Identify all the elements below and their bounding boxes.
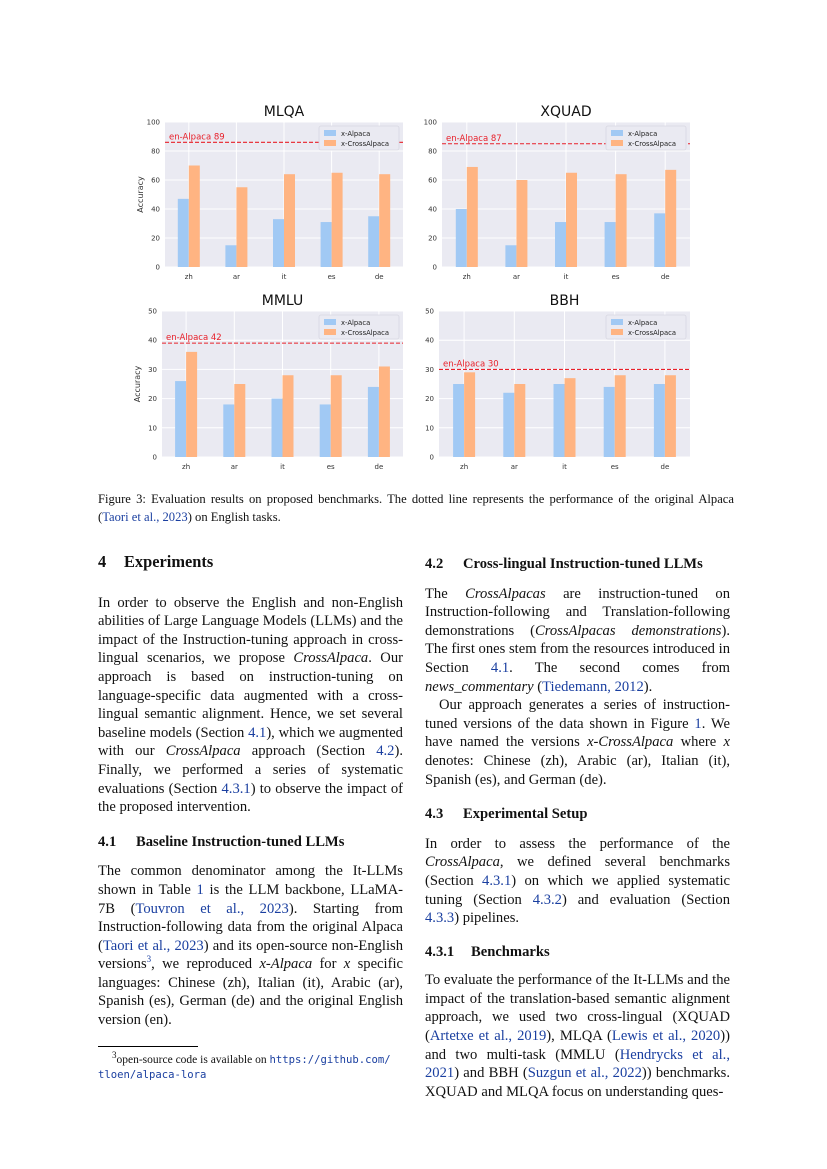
- y-axis-label: Accuracy: [133, 365, 142, 403]
- x-tick-label: it: [281, 273, 287, 281]
- x-tick-label: es: [611, 273, 620, 281]
- y-tick-label: 40: [151, 205, 160, 214]
- bar-x-alpaca-zh: [178, 199, 189, 267]
- subsection-heading-baseline: 4.1 Baseline Instruction-tuned LLMs: [98, 833, 345, 850]
- table-link[interactable]: 1: [196, 881, 204, 898]
- y-tick-label: 40: [148, 336, 157, 345]
- legend-swatch: [324, 329, 336, 335]
- y-tick-label: 20: [148, 395, 157, 404]
- bar-x-crossalpaca-it: [565, 378, 576, 457]
- citation-link[interactable]: Lewis et al., 2020: [611, 1028, 721, 1045]
- x-tick-label: de: [374, 463, 384, 471]
- bar-x-alpaca-es: [604, 387, 615, 457]
- legend-label: x-Alpaca: [628, 319, 658, 327]
- bar-x-alpaca-ar: [505, 245, 516, 267]
- citation-link[interactable]: Taori et al., 2023: [102, 510, 188, 524]
- citation-link[interactable]: Taori et al., 2023: [102, 937, 204, 954]
- bar-x-crossalpaca-ar: [236, 187, 247, 267]
- bar-x-crossalpaca-zh: [189, 166, 200, 268]
- section-link[interactable]: 4.2: [376, 743, 395, 760]
- y-tick-label: 20: [151, 234, 160, 243]
- bar-x-alpaca-it: [555, 222, 566, 267]
- reference-label: en-Alpaca 87: [446, 133, 502, 144]
- citation-link[interactable]: Tiedemann, 2012: [542, 678, 644, 695]
- reference-label: en-Alpaca 89: [169, 132, 225, 143]
- legend-swatch: [324, 319, 336, 325]
- section-heading-experiments: 4 Experiments: [98, 552, 214, 571]
- bar-x-crossalpaca-es: [616, 174, 627, 267]
- legend-label: x-Alpaca: [341, 130, 371, 138]
- chart-title: XQUAD: [540, 104, 592, 120]
- y-tick-label: 10: [148, 424, 157, 433]
- figure-3-charts: [0, 0, 827, 480]
- section-link[interactable]: 4.3.2: [532, 891, 562, 908]
- legend-swatch: [611, 329, 623, 335]
- citation-link[interactable]: Hendrycks et al., 2021: [425, 1046, 730, 1082]
- y-tick-label: 10: [425, 424, 434, 433]
- legend-swatch: [611, 140, 623, 146]
- x-tick-label: ar: [232, 273, 240, 281]
- legend-label: x-Alpaca: [628, 130, 658, 138]
- legend-swatch: [611, 130, 623, 136]
- bar-x-alpaca-de: [368, 387, 379, 457]
- y-tick-label: 80: [151, 147, 160, 156]
- reference-label: en-Alpaca 42: [166, 333, 222, 344]
- bar-x-crossalpaca-it: [284, 174, 295, 267]
- y-axis-label: Accuracy: [136, 176, 145, 213]
- citation-link[interactable]: Suzgun et al., 2022: [527, 1065, 642, 1082]
- paragraph: In order to observe the English and non-English abilities of Large Language Models (LLMs) and the impact of the Instruction-tuning approach in cross-lingual scenarios, we propose CrossAlpaca. Our approach is based on instruction-tuning on language-specific data augmented with a cross-lingual semantic alignment. Hence, we set several baseline models (Section 4.1), which we augmented with our CrossAlpaca approach (Section 4.2). Finally, we performed a series of systematic evaluations (Section 4.3.1) to observe the impact of the proposed intervention.: [98, 594, 403, 816]
- bar-x-alpaca-ar: [225, 245, 236, 267]
- x-tick-label: de: [660, 273, 670, 281]
- bar-x-alpaca-de: [368, 216, 379, 267]
- subsubsection-heading-benchmarks: 4.3.1 Benchmarks: [425, 943, 550, 960]
- chart-title: MLQA: [263, 104, 305, 120]
- y-tick-label: 50: [148, 307, 157, 316]
- bar-x-crossalpaca-zh: [467, 167, 478, 267]
- chart-title: BBH: [549, 293, 580, 309]
- x-tick-label: es: [326, 463, 335, 471]
- section-link[interactable]: 4.3.1: [482, 872, 512, 889]
- legend-label: x-CrossAlpaca: [628, 140, 677, 148]
- bar-x-crossalpaca-es: [615, 375, 626, 457]
- legend-swatch: [324, 140, 336, 146]
- bar-x-alpaca-de: [654, 384, 665, 457]
- right-column: [425, 550, 730, 1101]
- citation-link[interactable]: Artetxe et al., 2019: [429, 1028, 547, 1045]
- bar-x-crossalpaca-zh: [186, 352, 197, 457]
- subsection-heading-setup: 4.3 Experimental Setup: [425, 806, 588, 823]
- x-tick-label: it: [562, 463, 567, 471]
- legend-label: x-CrossAlpaca: [628, 329, 677, 337]
- footnote-rule: [98, 1046, 198, 1047]
- section-link[interactable]: 4.3.3: [425, 910, 455, 927]
- paragraph: In order to assess the performance of the CrossAlpaca, we defined several benchmarks (Section 4.3.1) on which we applied systematic tuning (Section 4.3.2) and evaluation (Section 4.3.3) pipelines.: [425, 835, 731, 927]
- footnote: $^3$open-source code is available on https://github.com/ tloen/alpaca-lora: [98, 1049, 391, 1081]
- bar-x-crossalpaca-de: [665, 375, 676, 457]
- bar-x-alpaca-ar: [503, 393, 514, 457]
- x-tick-label: zh: [460, 463, 469, 471]
- y-tick-label: 0: [432, 263, 437, 272]
- y-tick-label: 40: [425, 336, 434, 345]
- y-tick-label: 20: [428, 234, 437, 243]
- bar-x-crossalpaca-de: [379, 174, 390, 267]
- y-tick-label: 20: [425, 395, 434, 404]
- x-tick-label: it: [563, 273, 569, 281]
- chart-title: MMLU: [261, 293, 304, 309]
- x-tick-label: ar: [512, 273, 520, 281]
- x-tick-label: de: [374, 273, 384, 281]
- bar-x-alpaca-it: [554, 384, 565, 457]
- legend-label: x-CrossAlpaca: [341, 140, 390, 148]
- x-tick-label: es: [327, 273, 336, 281]
- y-tick-label: 100: [423, 118, 437, 127]
- x-tick-label: ar: [510, 463, 518, 471]
- section-link[interactable]: 4.1: [490, 659, 510, 676]
- y-tick-label: 100: [146, 118, 160, 127]
- bar-x-alpaca-it: [273, 219, 284, 267]
- x-tick-label: it: [280, 463, 285, 471]
- paragraph: To evaluate the performance of the It-LLMs and the impact of the translation-based semantic alignment approach, we used two cross-lingual (XQUAD (Artetxe et al., 2019), MLQA (Lewis et al., 2020)) and two multi-task (MMLU (Hendrycks et al., 2021) and BBH (Suzgun et al., 2022)) benchmarks. XQUAD and MLQA focus on understanding ques-: [425, 972, 731, 1100]
- bar-x-crossalpaca-es: [331, 375, 342, 457]
- bar-x-crossalpaca-de: [379, 366, 390, 457]
- bar-x-crossalpaca-ar: [516, 180, 527, 267]
- bar-x-crossalpaca-de: [665, 170, 676, 267]
- bar-x-alpaca-es: [605, 222, 616, 267]
- legend-swatch: [611, 319, 623, 325]
- y-tick-label: 0: [152, 453, 157, 462]
- subsection-heading-cross-lingual: 4.2 Cross-lingual Instruction-tuned LLMs: [425, 556, 703, 572]
- figure-caption: Figure 3: Evaluation results on proposed benchmarks. The dotted line represents the performance of the original Alpaca (Taori et al., 2023) on English tasks.: [98, 492, 734, 524]
- bar-x-crossalpaca-ar: [234, 384, 245, 457]
- paragraph: The CrossAlpacas are instruction-tuned on Instruction-following and Translation-following demonstrations (CrossAlpacas demonstrations). The first ones stem from the resources introduced in Section 4.1. The second comes from news_commentary (Tiedemann, 2012).: [425, 585, 731, 695]
- bar-x-crossalpaca-es: [332, 173, 343, 267]
- bar-x-alpaca-zh: [456, 209, 467, 267]
- footnote-url[interactable]: https://github.com/ tloen/alpaca-lora: [98, 1053, 391, 1081]
- section-link[interactable]: 4.3.1: [221, 780, 251, 797]
- bar-x-alpaca-it: [272, 399, 283, 457]
- x-tick-label: zh: [184, 273, 193, 281]
- bar-x-alpaca-de: [654, 213, 665, 267]
- bar-x-alpaca-zh: [453, 384, 464, 457]
- y-tick-label: 30: [425, 365, 434, 374]
- figure-link[interactable]: 1: [694, 715, 702, 732]
- citation-link[interactable]: Touvron et al., 2023: [135, 900, 289, 917]
- y-tick-label: 50: [425, 307, 434, 316]
- y-tick-label: 0: [155, 263, 160, 272]
- bar-x-alpaca-es: [320, 404, 331, 457]
- paragraph: The common denominator among the It-LLMs shown in Table 1 is the LLM backbone, LLaMA-7B (Touvron et al., 2023). Starting from Instruction-following data from the original Alpaca (Taori et al., 2023) and its open-source non-English versions$^3$, we reproduced x-Alpaca for x specific languages: Chinese (zh), Italian (it), Arabic (ar), Spanish (es), German (de) and the original English version (en).: [98, 863, 404, 1029]
- legend-swatch: [324, 130, 336, 136]
- y-tick-label: 40: [428, 205, 437, 214]
- legend-label: x-CrossAlpaca: [341, 329, 390, 337]
- footnote-marker[interactable]: 3: [146, 954, 152, 965]
- y-tick-label: 60: [151, 176, 160, 185]
- legend-label: x-Alpaca: [341, 319, 371, 327]
- section-link[interactable]: 4.1: [248, 724, 267, 741]
- bar-x-alpaca-zh: [175, 381, 186, 457]
- paragraph: Our approach generates a series of instruction-tuned versions of the data shown in Figure 1. We have named the versions x-CrossAlpaca where x denotes: Chinese (zh), Arabic (ar), Italian (it), Spanish (es), and German (de).: [425, 697, 730, 788]
- x-tick-label: ar: [230, 463, 238, 471]
- bar-x-crossalpaca-it: [283, 375, 294, 457]
- left-column: [98, 550, 403, 1083]
- x-tick-label: de: [660, 463, 670, 471]
- y-tick-label: 0: [429, 453, 434, 462]
- bar-x-crossalpaca-ar: [514, 384, 525, 457]
- x-tick-label: zh: [182, 463, 191, 471]
- reference-label: en-Alpaca 30: [443, 359, 499, 370]
- bar-x-alpaca-ar: [223, 404, 234, 457]
- y-tick-label: 60: [428, 176, 437, 185]
- x-tick-label: zh: [462, 273, 471, 281]
- bar-x-crossalpaca-zh: [464, 372, 475, 457]
- x-tick-label: es: [610, 463, 619, 471]
- y-tick-label: 80: [428, 147, 437, 156]
- bar-x-crossalpaca-it: [566, 173, 577, 267]
- bar-x-alpaca-es: [321, 222, 332, 267]
- y-tick-label: 30: [148, 365, 157, 374]
